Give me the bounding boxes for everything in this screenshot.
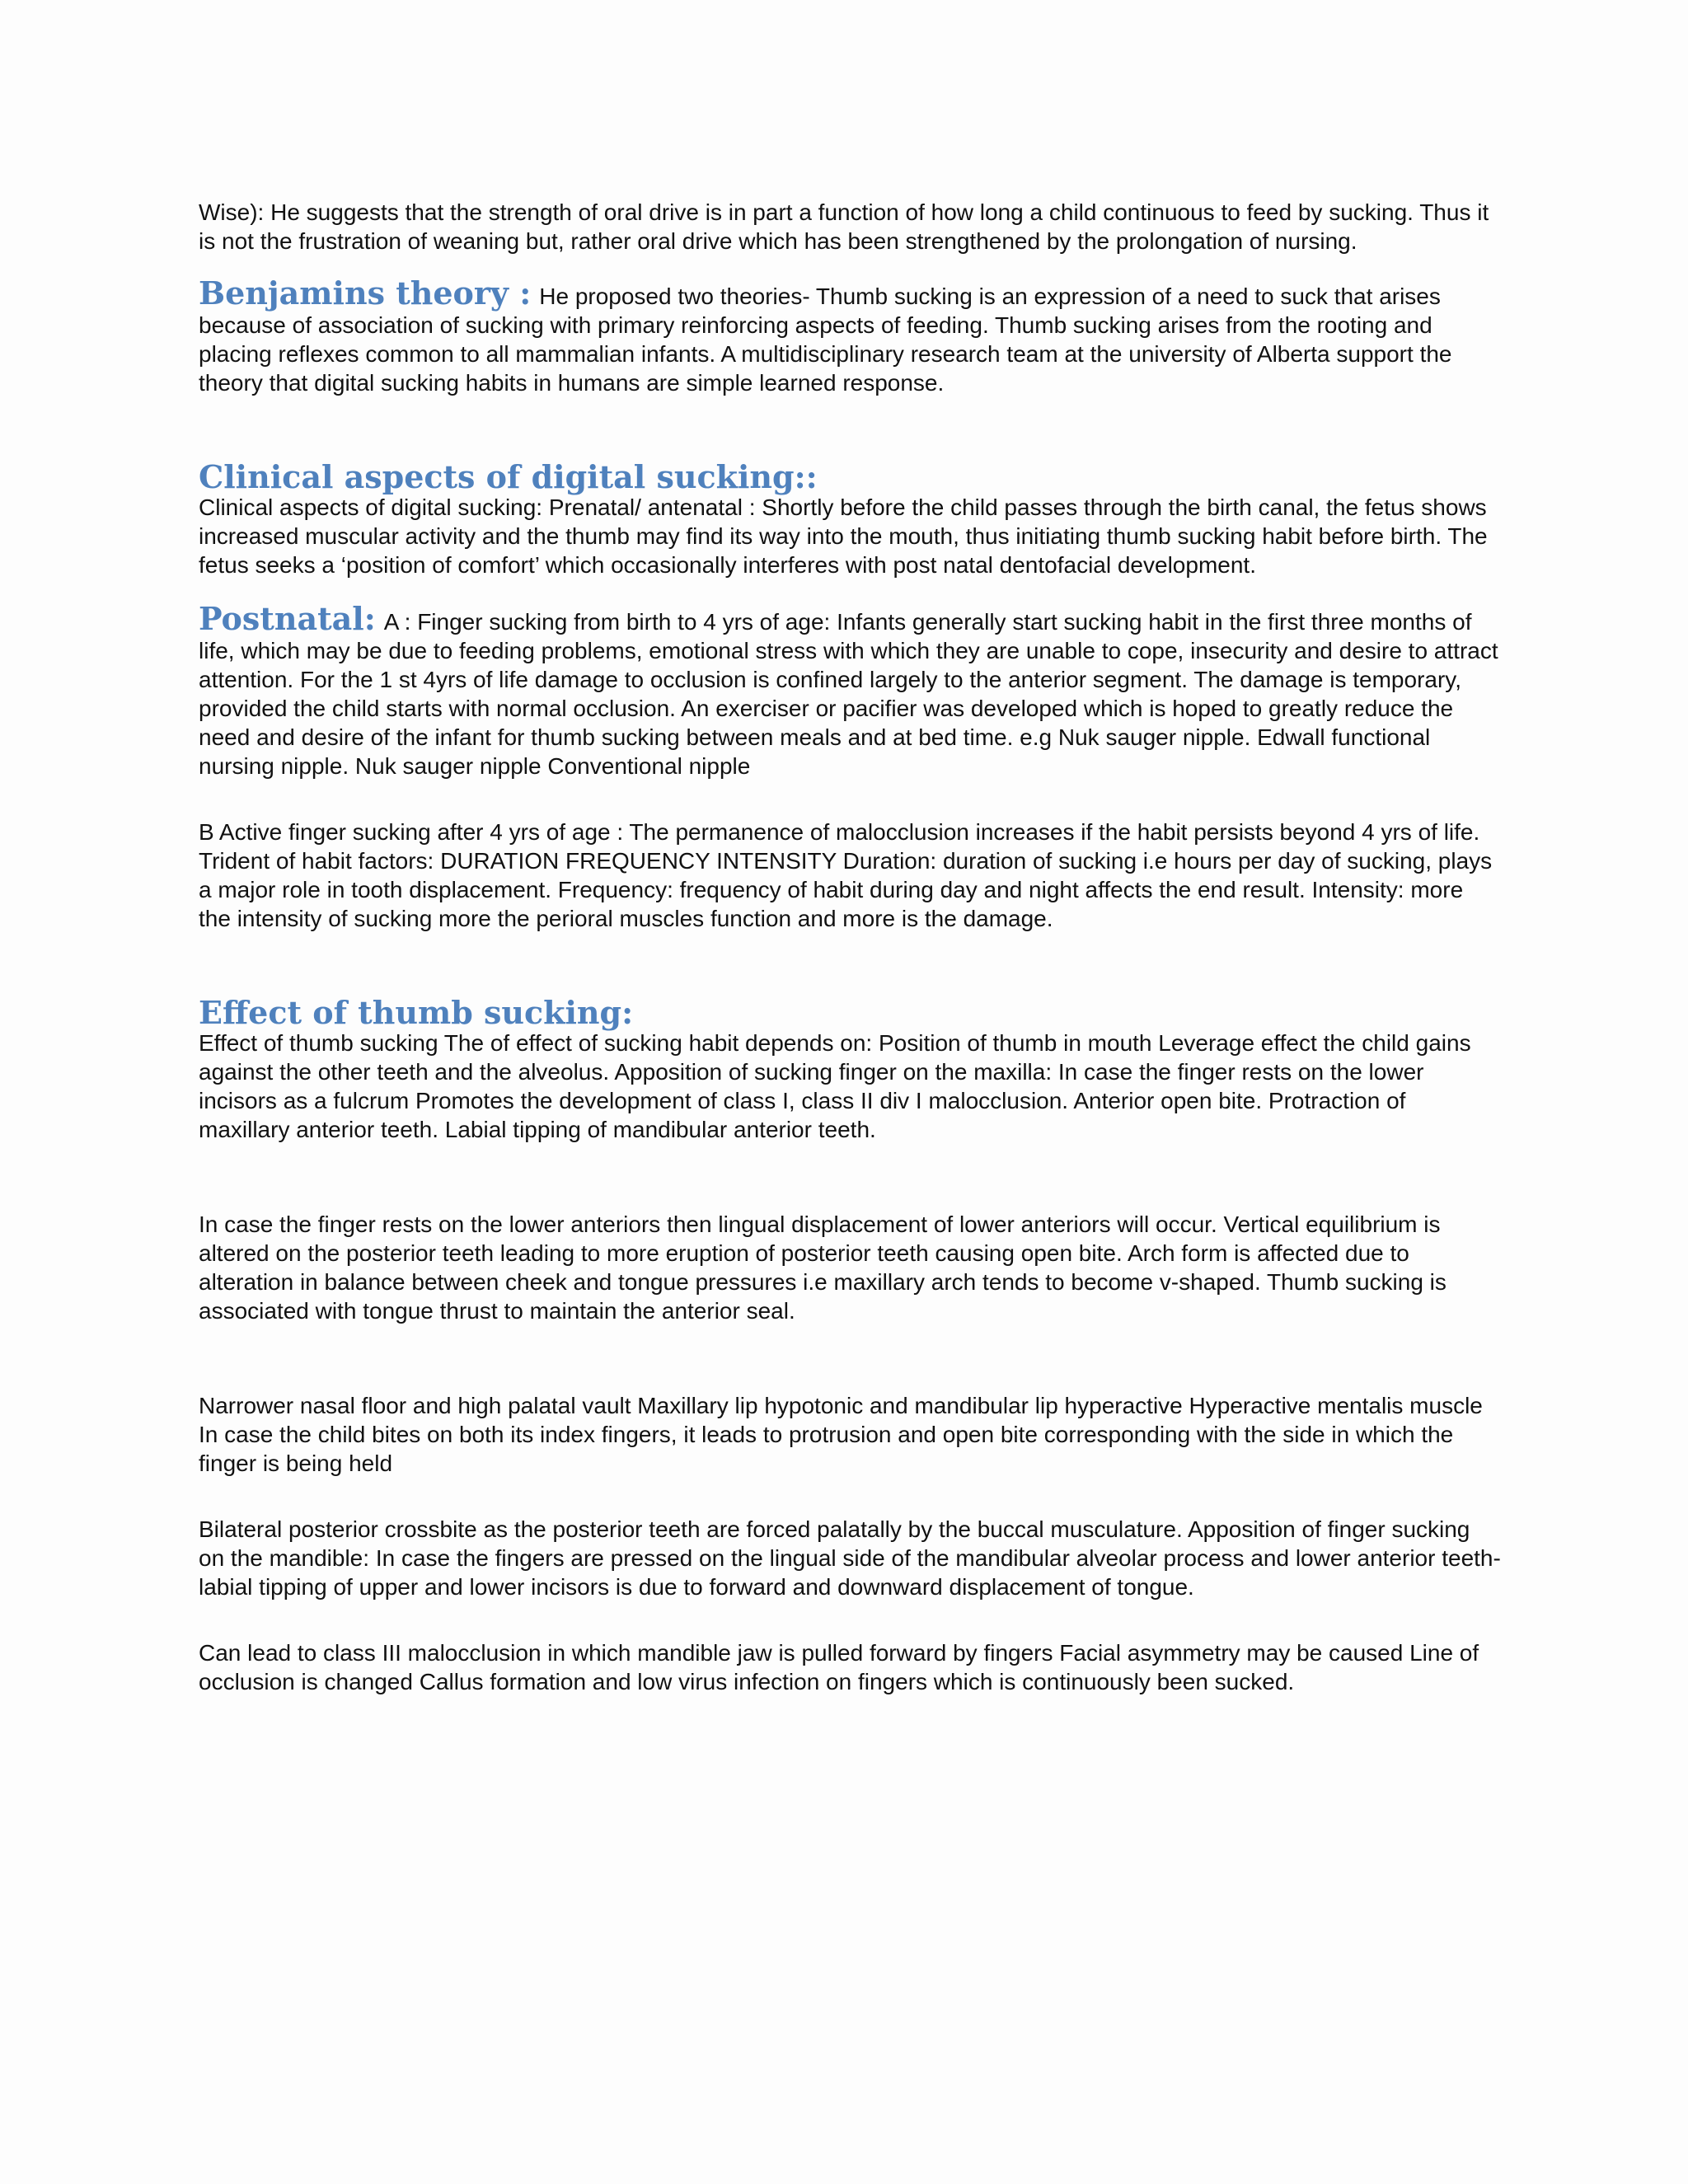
paragraph-postnatal bbox=[199, 600, 1501, 780]
paragraph-effect-thumb-sucking: Effect of thumb sucking The of effect of sucking habit depends on: Position of thumb in mouth Leverage effect the child gains against the other teeth and the alveolus. Apposition of sucking finger on the maxilla: In case the finger rests on the lower incisors as a fulcrum Promotes the development of class I, class II div I malocclusion. Anterior open bite. Protraction of maxillary anterior teeth. Labial tipping of mandibular anterior teeth. bbox=[199, 1030, 1471, 1142]
paragraph-active-finger-sucking: B Active finger sucking after 4 yrs of age : The permanence of malocclusion increases if the habit persists beyond 4 yrs of life. Trident of habit factors: DURATION FREQUENCY INTENSITY Duration: duration of sucking i.e hours per day of sucking, plays a major role in tooth displacement. Frequency: frequency of habit during day and night affects the end result. Intensity: more the intensity of sucking more the perioral muscles function and more is the damage. bbox=[199, 819, 1493, 931]
heading-benjamins-theory: Benjamins theory : bbox=[199, 274, 532, 312]
paragraph-lower-anteriors: In case the finger rests on the lower anteriors then lingual displacement of lower anteriors will occur. Vertical equilibrium is altered on the posterior teeth leading to more eruption of posterior teeth causing open bite. Arch form is affected due to alteration in balance between cheek and tongue pressures i.e maxillary arch tends to become v-shaped. Thumb sucking is associated with tongue thrust to maintain the anterior seal. bbox=[199, 1212, 1447, 1324]
document-page bbox=[199, 198, 1501, 1696]
heading-clinical-aspects: Clinical aspects of digital sucking:: bbox=[199, 458, 818, 495]
heading-effect-thumb-sucking: Effect of thumb sucking: bbox=[199, 994, 634, 1031]
heading-postnatal: Postnatal: bbox=[199, 600, 376, 637]
benjamins-theory-text: He proposed two theories- Thumb sucking is an expression of a need to suck that arises because of association of sucking with primary reinforcing aspects of feeding. Thumb sucking arises from the rooting and placing reflexes common to all mammalian infants. A multidisciplinary research team at the university of Alberta support the theory that digital sucking habits in humans are simple learned response. bbox=[199, 284, 1452, 396]
paragraph-clinical-aspects: Clinical aspects of digital sucking: Prenatal/ antenatal : Shortly before the child passes through the birth canal, the fetus shows increased muscular activity and the thumb may find its way into the mouth, thus initiating thumb sucking habit before birth. The fetus seeks a ‘position of comfort’ which occasionally interferes with post natal dentofacial development. bbox=[199, 494, 1488, 578]
paragraph-benjamins-theory bbox=[199, 274, 1501, 397]
paragraph-oral-drive: Wise): He suggests that the strength of oral drive is in part a function of how long a child continuous to feed by sucking. Thus it is not the frustration of weaning but, rather oral drive which has been strengthened by the prolongation of nursing. bbox=[199, 199, 1489, 254]
paragraph-class-three: Can lead to class III malocclusion in which mandible jaw is pulled forward by fingers Facial asymmetry may be caused Line of occlusion is changed Callus formation and low virus infection on fingers which is continuously been sucked. bbox=[199, 1640, 1479, 1694]
paragraph-bilateral-crossbite: Bilateral posterior crossbite as the posterior teeth are forced palatally by the buccal musculature. Apposition of finger sucking on the mandible: In case the fingers are pressed on the lingual side of the mandibular alveolar process and lower anterior teeth- labial tipping of upper and lower incisors is due to forward and downward displacement of tongue. bbox=[199, 1516, 1501, 1600]
postnatal-text: A : Finger sucking from birth to 4 yrs of age: Infants generally start sucking habit in the first three months of life, which may be due to feeding problems, emotional stress with which they are unable to cope, insecurity and desire to attract attention. For the 1 st 4yrs of life damage to occlusion is confined largely to the anterior segment. The damage is temporary, provided the child starts with normal occlusion. An exerciser or pacifier was developed which is hoped to greatly reduce the need and desire of the infant for thumb sucking between meals and at bed time. e.g Nuk sauger nipple. Edwall functional nursing nipple. Nuk sauger nipple Conventional nipple bbox=[199, 609, 1498, 779]
paragraph-narrower-nasal-floor: Narrower nasal floor and high palatal vault Maxillary lip hypotonic and mandibular lip hyperactive Hyperactive mentalis muscle In case the child bites on both its index fingers, it leads to protrusion and open bite corresponding with the side in which the finger is being held bbox=[199, 1393, 1483, 1476]
